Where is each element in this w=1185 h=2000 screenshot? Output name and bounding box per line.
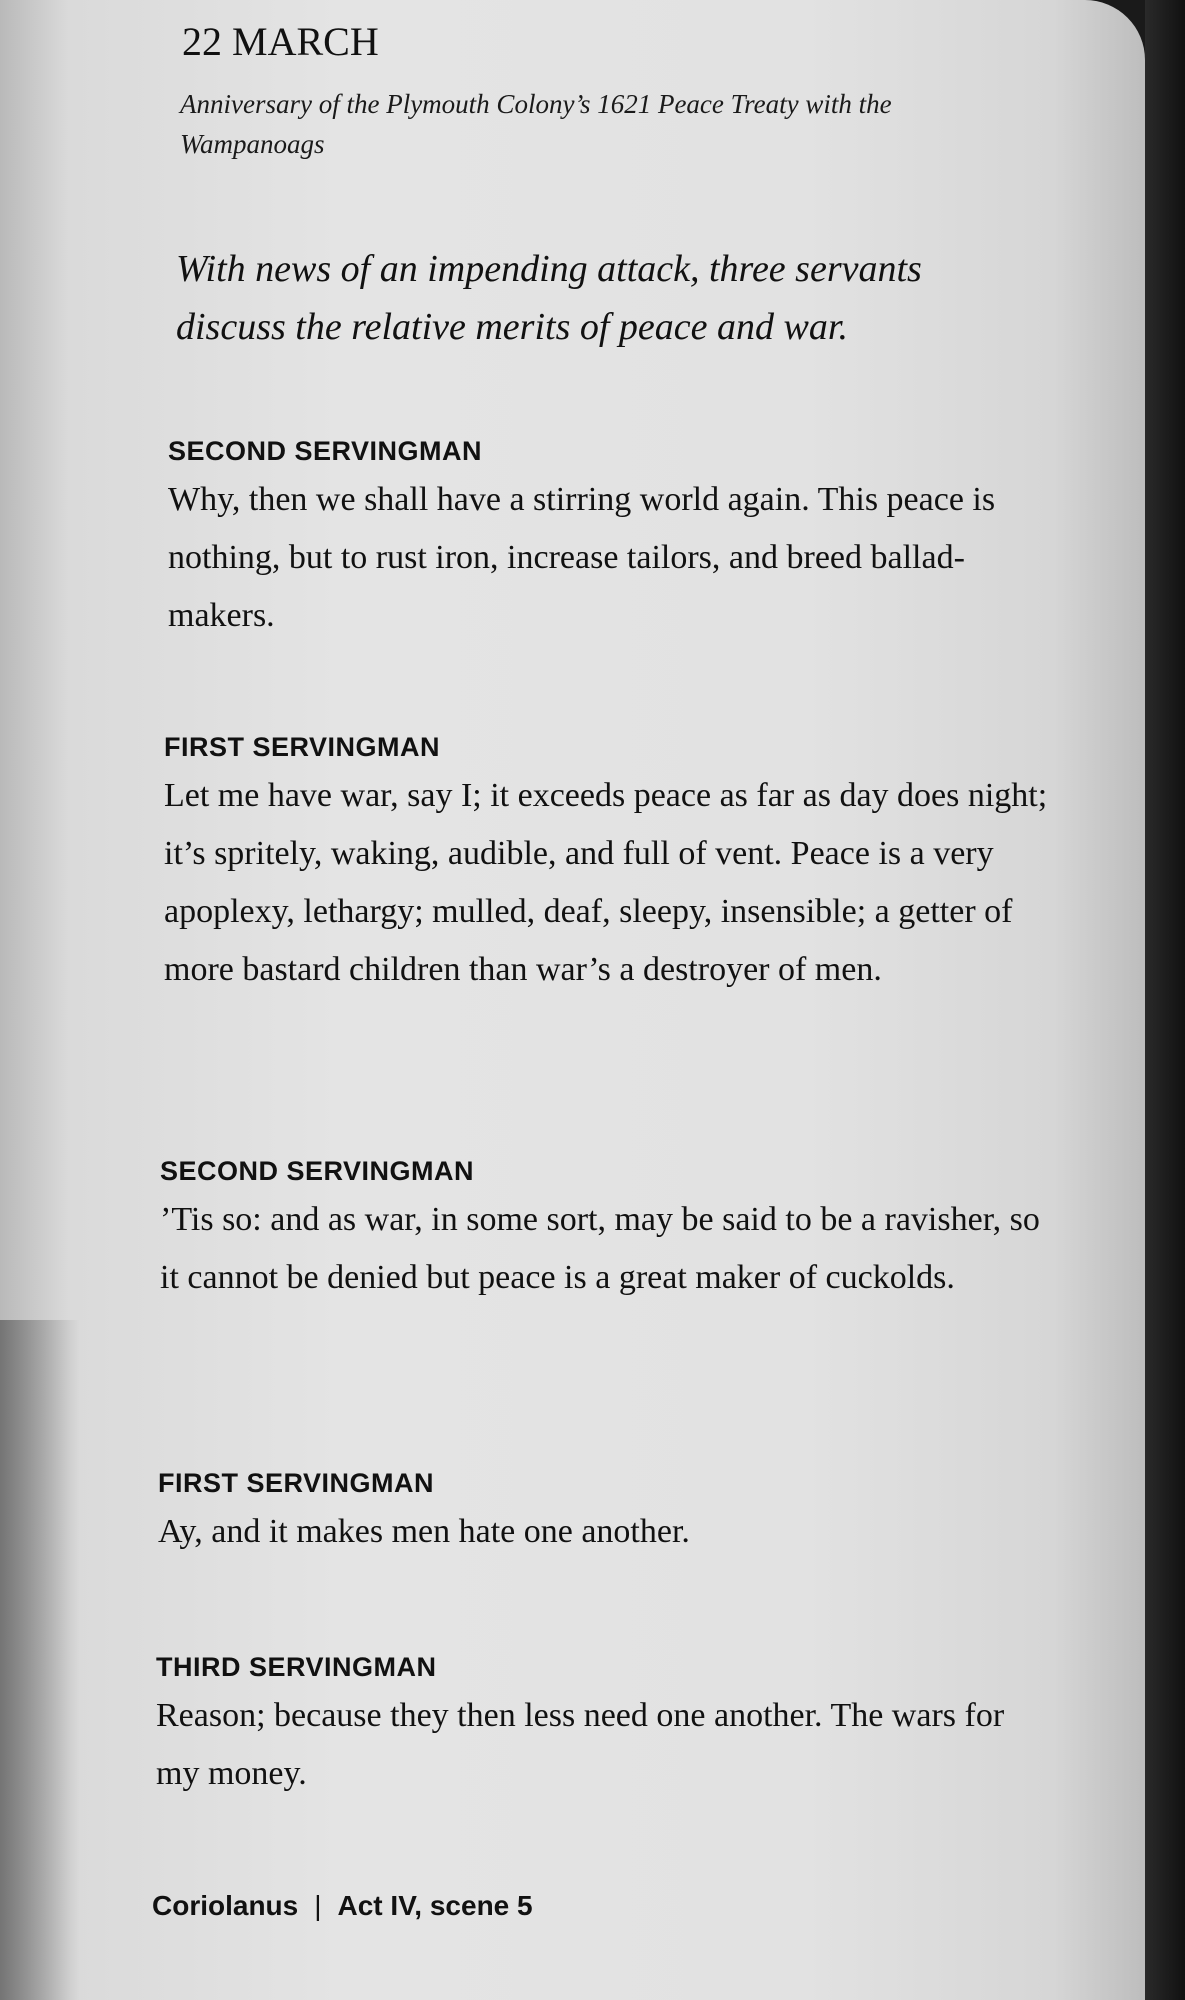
- speech-block: [156, 1652, 1056, 1803]
- anniversary-subtitle: Anniversary of the Plymouth Colony’s 1621 Peace Treaty with the Wampanoags: [180, 89, 892, 159]
- speaker-name: SECOND SERVINGMAN: [160, 1156, 475, 1186]
- page-shadow: [0, 1320, 80, 2000]
- speech-text: Why, then we shall have a stirring world again. This peace is nothing, but to rust iron, increase tailors, and breed ballad-makers.: [168, 481, 996, 634]
- speech-block: [160, 1156, 1060, 1307]
- speech-block: [164, 732, 1064, 999]
- speech-block: [158, 1468, 1058, 1561]
- speech-text: Reason; because they then less need one another. The wars for my money.: [156, 1697, 1005, 1792]
- citation-separator: |: [314, 1890, 322, 1921]
- speech-block: [168, 436, 1068, 645]
- speech-text: Ay, and it makes men hate one another.: [158, 1513, 690, 1550]
- act-scene: Act IV, scene 5: [337, 1890, 533, 1921]
- intro-text: With news of an impending attack, three servants discuss the relative merits of peace and war.: [176, 248, 922, 348]
- speaker-name: FIRST SERVINGMAN: [158, 1468, 435, 1498]
- speaker-name: FIRST SERVINGMAN: [164, 732, 441, 762]
- speaker-name: SECOND SERVINGMAN: [168, 436, 483, 466]
- date-heading: 22 MARCH: [182, 19, 379, 64]
- source-citation: [152, 1890, 533, 1922]
- play-title: Coriolanus: [152, 1890, 299, 1921]
- speaker-name: THIRD SERVINGMAN: [156, 1652, 437, 1682]
- speech-text: ’Tis so: and as war, in some sort, may be said to be a ravisher, so it cannot be denied but peace is a great maker of cuckolds.: [160, 1201, 1040, 1296]
- book-spine-shadow: [1145, 0, 1185, 2000]
- speech-text: Let me have war, say I; it exceeds peace as far as day does night; it’s spritely, waking, audible, and full of vent. Peace is a very apoplexy, lethargy; mulled, deaf, sleepy, insensible; a getter of more bastard children than war’s a destroyer of men.: [164, 777, 1048, 988]
